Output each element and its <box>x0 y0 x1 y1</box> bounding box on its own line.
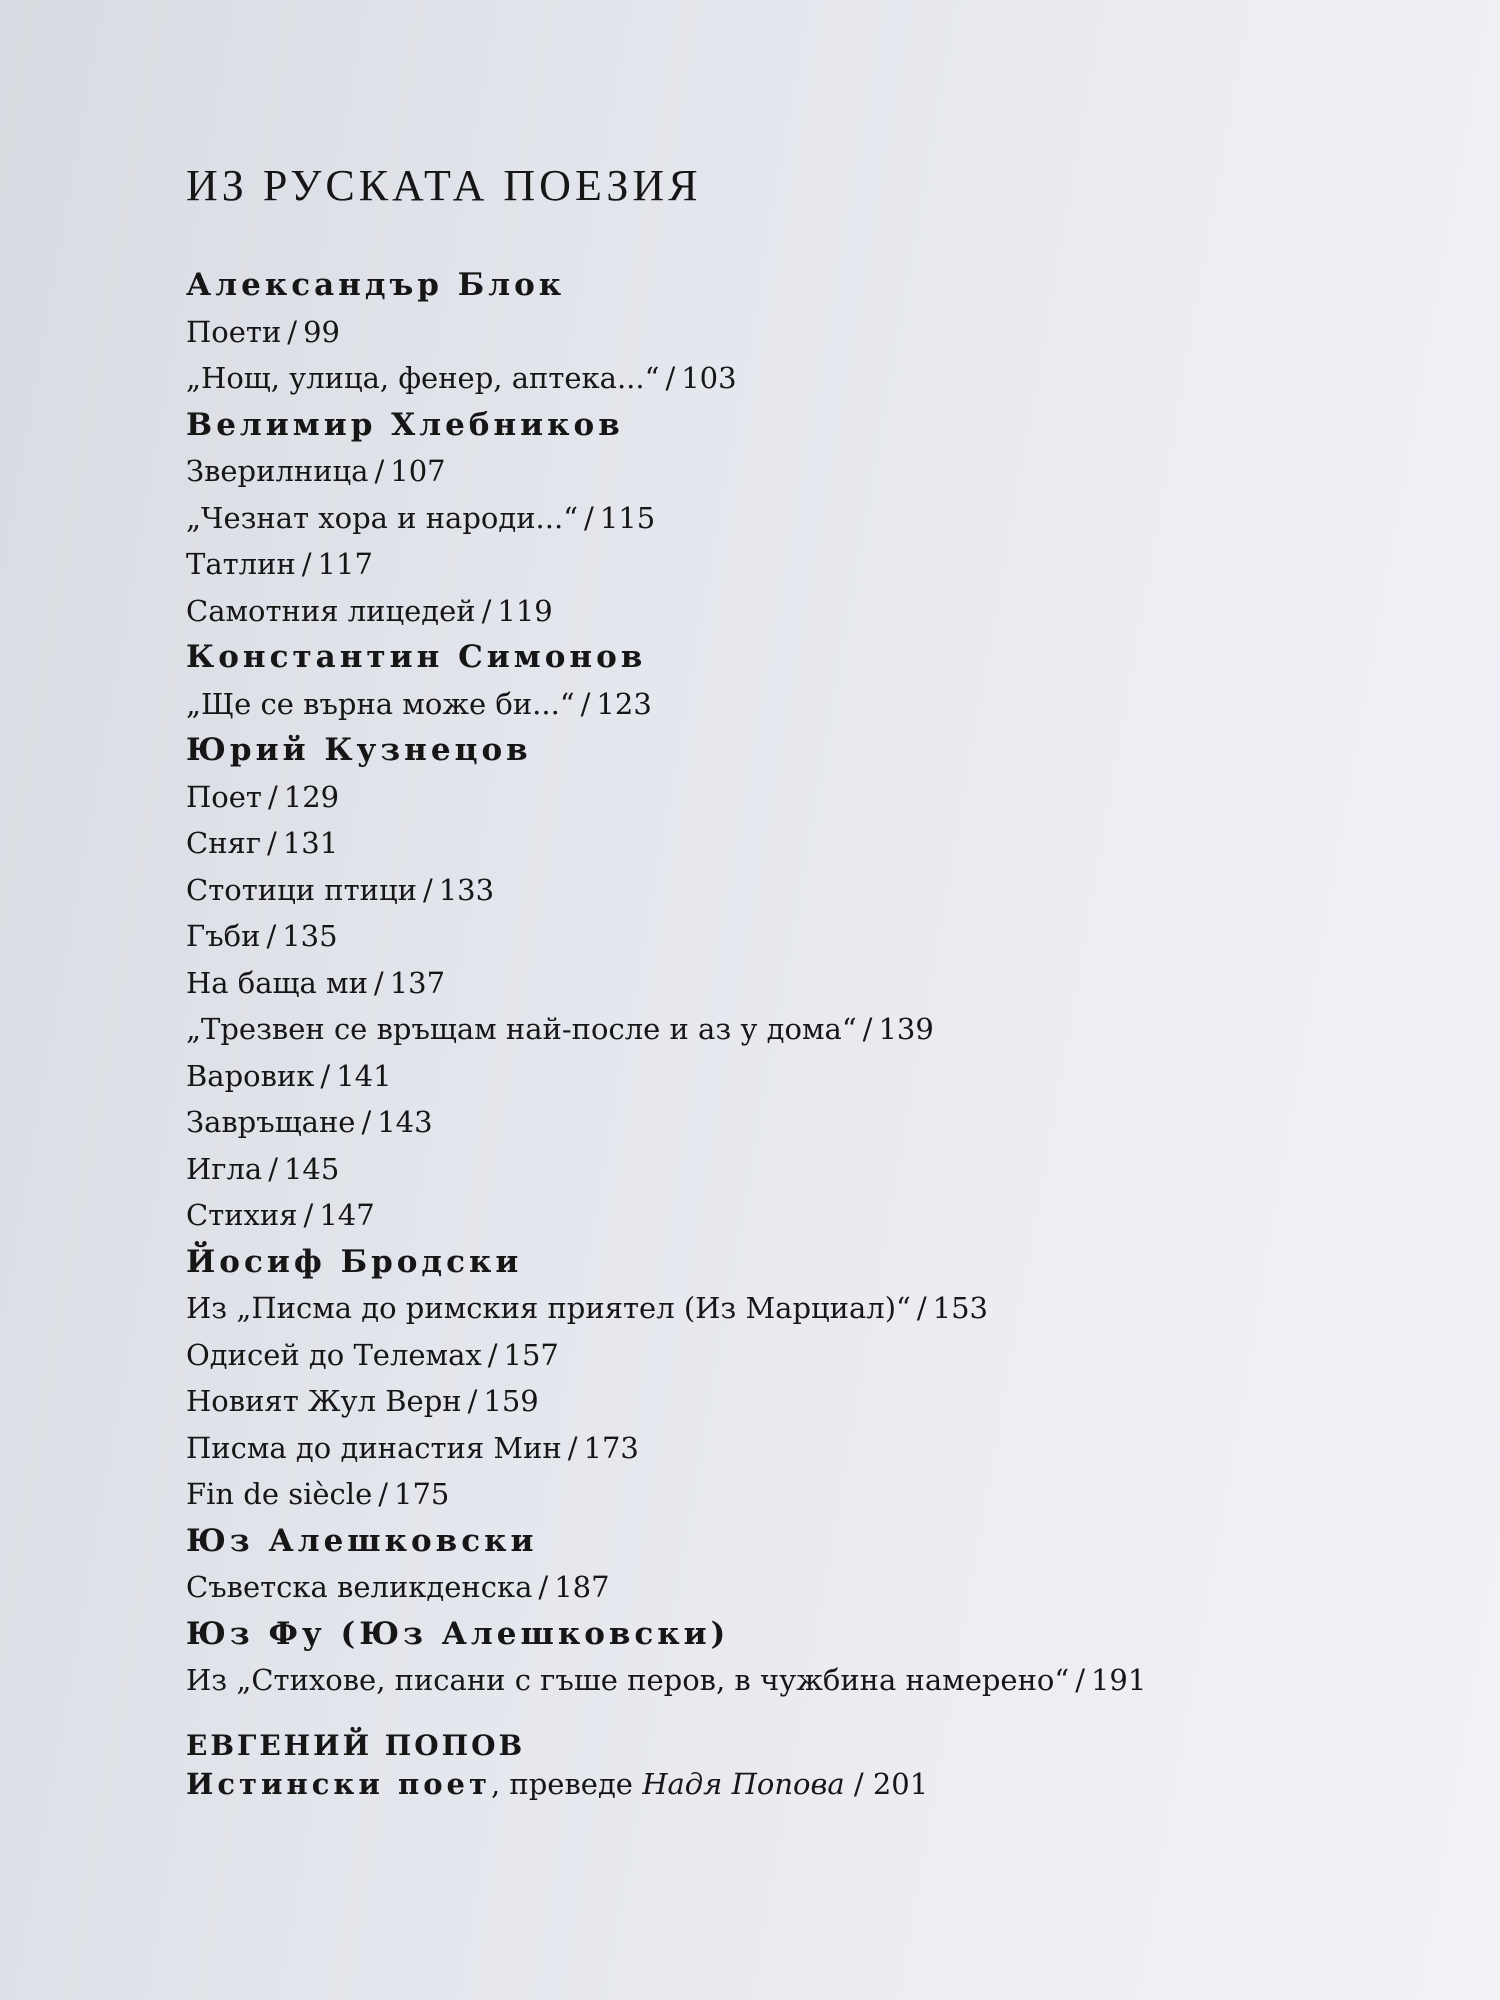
page-number: 141 <box>336 1058 392 1093</box>
page-separator: / <box>467 1384 478 1418</box>
toc-entry <box>186 541 1336 588</box>
toc-entry <box>186 1285 1336 1332</box>
toc-author: Юрий Кузнецов <box>186 732 532 768</box>
toc-entry <box>186 867 1336 914</box>
page-separator: / <box>916 1291 927 1325</box>
page-separator: / <box>862 1012 873 1046</box>
toc-entry <box>186 1564 1336 1611</box>
entry-title: „Чезнат хора и народи...“ <box>186 500 579 535</box>
page-number: 103 <box>681 361 737 395</box>
page-number: 117 <box>317 547 373 581</box>
toc-author: Александър Блок <box>186 267 566 303</box>
page-separator: / <box>287 314 298 349</box>
toc-entry <box>186 960 1336 1007</box>
second-section <box>186 1728 1336 1804</box>
page-number: 157 <box>503 1337 559 1372</box>
page-number: 131 <box>282 826 339 860</box>
toc-author: Юз Алешковски <box>186 1522 538 1559</box>
toc-author: Юз Фу (Юз Алешковски) <box>186 1615 730 1652</box>
page-separator: / <box>303 1198 314 1232</box>
toc-author: Велимир Хлебников <box>186 406 624 443</box>
translated-by-label: , преведе <box>490 1767 633 1801</box>
toc-entry <box>186 1378 1336 1425</box>
page-number: 153 <box>932 1291 988 1325</box>
page-separator: / <box>580 686 591 721</box>
toc-author: Йосиф Бродски <box>186 1243 523 1280</box>
entry-title: Варовик <box>186 1058 315 1093</box>
page-number: 137 <box>389 965 446 1000</box>
page-number: 129 <box>283 779 340 814</box>
page-separator: / <box>487 1337 498 1372</box>
entry-title: Татлин <box>186 547 296 581</box>
entry-title: Поети <box>186 314 282 349</box>
page-number: 175 <box>394 1477 450 1511</box>
entry-title: Завръщане <box>186 1105 356 1139</box>
toc-entry <box>186 774 1336 821</box>
entry-title: Зверилница <box>186 454 369 488</box>
page-number: 123 <box>596 686 652 721</box>
toc-entry <box>186 1471 1336 1518</box>
toc-entry <box>186 681 1336 728</box>
page-separator: / <box>374 454 385 488</box>
entry-title: „Нощ, улица, фенер, аптека...“ <box>186 361 660 395</box>
page-number: 139 <box>878 1012 934 1046</box>
page-number: 201 <box>872 1767 929 1801</box>
toc-entry <box>186 1332 1336 1379</box>
entry-title: Самотния лицедей <box>186 593 476 628</box>
page-separator: / <box>481 593 492 628</box>
toc-entry <box>186 1006 1336 1053</box>
entry-title: Из „Стихове, писани с гъше перов, в чужбина намерено“ <box>186 1663 1070 1697</box>
toc-entry <box>186 588 1336 635</box>
toc-entry <box>186 448 1336 495</box>
page-separator: / <box>567 1430 578 1465</box>
page-number: 173 <box>583 1430 639 1465</box>
entry-title: „Ще се върна може би...“ <box>186 686 575 721</box>
entry-title: На баща ми <box>186 965 368 1000</box>
page-number: 191 <box>1090 1663 1147 1697</box>
page-number: 99 <box>303 314 340 349</box>
page-number: 107 <box>390 454 446 488</box>
entry-title: Съветска великденска <box>186 1570 533 1604</box>
page-number: 159 <box>483 1384 539 1418</box>
translator-name: Надя Попова <box>642 1767 845 1801</box>
entry-title: „Трезвен се връщам най-после и аз у дома“ <box>186 1012 857 1046</box>
page-separator: / <box>267 826 277 860</box>
entry-title: Стотици птици <box>186 872 417 907</box>
page-number: 145 <box>283 1151 340 1186</box>
page-separator: / <box>267 779 278 814</box>
page-number: 187 <box>554 1570 610 1604</box>
entry-title: Поет <box>186 779 262 814</box>
page-separator: / <box>378 1477 389 1511</box>
page-number: 135 <box>282 919 338 953</box>
entry-title: Новият Жул Верн <box>186 1384 462 1418</box>
toc-entry <box>186 1099 1336 1146</box>
page-separator: / <box>1075 1663 1085 1697</box>
table-of-contents <box>186 262 1336 1704</box>
entry-title: Fin de siècle <box>186 1477 373 1511</box>
page-number: 147 <box>319 1198 375 1232</box>
toc-author: Константин Симонов <box>186 639 647 675</box>
toc-entry <box>186 913 1336 960</box>
entry-title: Сняг <box>186 826 262 860</box>
toc-entry <box>186 355 1336 402</box>
page-separator: / <box>320 1058 331 1093</box>
page-separator: / <box>665 361 676 395</box>
toc-entry <box>186 1146 1336 1193</box>
page-separator: / <box>422 872 433 907</box>
entry-title: Стихия <box>186 1198 298 1232</box>
page-separator: / <box>301 547 312 581</box>
entry-title: Гъби <box>186 919 261 953</box>
page-separator: / <box>361 1105 372 1139</box>
toc-entry <box>186 1053 1336 1100</box>
page-number: 133 <box>438 872 495 907</box>
entry-title: Одисей до Телемах <box>186 1337 482 1372</box>
toc-entry <box>186 495 1336 542</box>
section-title: ИЗ РУСКАТА ПОЕЗИЯ <box>186 161 702 210</box>
toc-entry <box>186 1657 1336 1704</box>
page-separator: / <box>584 500 594 535</box>
page-separator: / <box>538 1570 549 1604</box>
page-number: 119 <box>497 593 553 628</box>
toc-entry <box>186 820 1336 867</box>
page-separator: / <box>268 1151 278 1186</box>
page-separator: / <box>373 965 384 1000</box>
entry-title: Игла <box>186 1151 263 1186</box>
page-number: 143 <box>377 1105 433 1139</box>
work-title: Истински поет <box>186 1767 491 1801</box>
entry-title: Писма до династия Мин <box>186 1430 562 1465</box>
toc-entry <box>186 309 1336 356</box>
page-separator: / <box>853 1767 864 1801</box>
toc-entry <box>186 1192 1336 1239</box>
section-entry <box>186 1764 1336 1804</box>
entry-title: Из „Писма до римския приятел (Из Марциал)“ <box>186 1291 911 1325</box>
page-separator: / <box>266 919 277 953</box>
page-number: 115 <box>599 500 656 535</box>
section-author: ЕВГЕНИЙ ПОПОВ <box>186 1729 526 1762</box>
toc-entry <box>186 1425 1336 1472</box>
